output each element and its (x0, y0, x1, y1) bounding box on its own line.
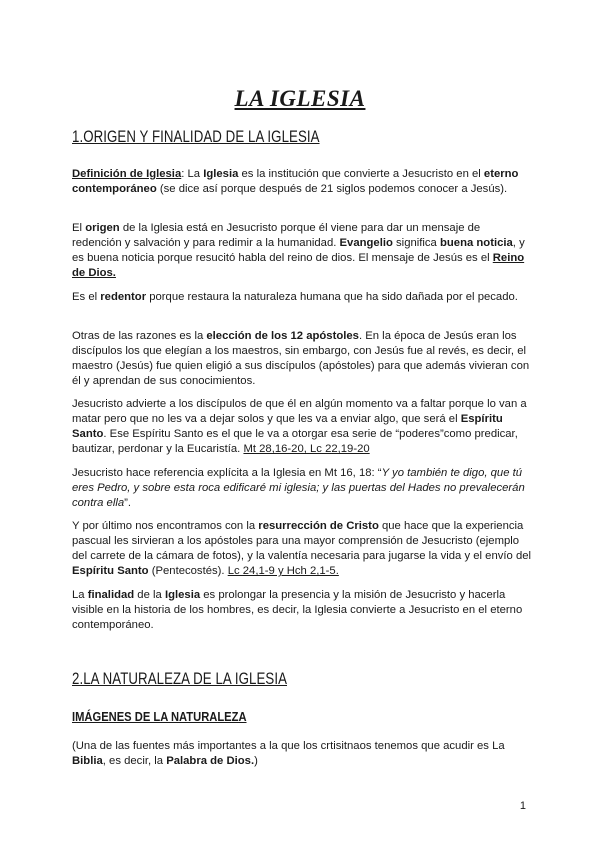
section-heading-naturaleza: 2.LA NATURALEZA DE LA IGLESIA (72, 669, 288, 688)
quote: Y yo también te digo, que tú eres Pedro, y sobre esta roca edificaré mi iglesia; y las puertas del Hades no prevalecerán contra ella (72, 467, 525, 509)
section-heading-origen: 1.ORIGEN Y FINALIDAD DE LA IGLESIA (72, 127, 320, 146)
paragraph-redentor: Es el redentor porque restaura la naturaleza humana que ha sido dañada por el pecado. (72, 291, 518, 303)
page-number: 1 (519, 800, 526, 812)
paragraph-espiritu-santo: Jesucristo advierte a los discípulos de que él en algún momento va a faltar porque lo van a matar pero que no les va a dejar solos y que les va a enviar algo, que será el Espíritu Santo. Ese Espíritu Santo es el que le va a otorgar esa serie de “poderes”como predicar, bautizar, perdonar y la Eucaristía. Mt 28,16-20, Lc 22,19-20 (72, 398, 527, 455)
paragraph-mt-16-18: Jesucristo hace referencia explícita a la Iglesia en Mt 16, 18: “Y yo también te digo, que tú eres Pedro, y sobre esta roca edificaré mi iglesia; y las puertas del Hades no prevalecerán contra ella”. (72, 467, 525, 509)
subheading-imagenes: IMÁGENES DE LA NATURALEZA (72, 709, 247, 724)
paragraph-apostoles: Otras de las razones es la elección de los 12 apóstoles. En la época de Jesús eran los discípulos los que elegían a los maestros, sin embargo, con Jesús fue al revés, es decir, el maestro (Jesús) fue quien eligió a sus discípulos (apóstoles) para que además vivieran con él y aprendan de sus conocimientos. (72, 330, 530, 387)
paragraph-resurreccion: Y por último nos encontramos con la resurrección de Cristo que hace que la experiencia pascual les sirvieran a los apóstoles para una mayor comprensión de Jesucristo (ejemplo del carrete de la cámara de fotos), y la valentía necesaria para jugarse la vida y el envío del Espíritu Santo (Pentecostés). Lc 24,1-9 y Hch 2,1-5. (72, 520, 532, 577)
bible-reference: Mt 28,16-20, Lc 22,19-20 (243, 443, 370, 455)
paragraph-origen: El origen de la Iglesia está en Jesucristo porque él viene para dar un mensaje de redención y salvación y para redimir a la humanidad. Evangelio significa buena noticia, y es buena noticia porque resucitó habla del reino de dios. El mensaje de Jesús es el Reino de Dios. (72, 222, 525, 279)
paragraph-definicion: Definición de Iglesia: La Iglesia es la institución que convierte a Jesucristo en el eterno contemporáneo (se dice así porque después de 21 siglos podemos conocer a Jesús). (72, 168, 519, 195)
term-definicion: Definición de Iglesia (72, 168, 182, 180)
page-title: LA IGLESIA (234, 86, 366, 111)
paragraph-finalidad: La finalidad de la Iglesia es prolongar la presencia y la misión de Jesucristo y hacerla visible en la historia de los hombres, es decir, la Iglesia convierte a Jesucristo en el eterno contemporáneo. (72, 589, 523, 631)
paragraph-biblia: (Una de las fuentes más importantes a la que los crtisitnaos tenemos que acudir es La Biblia, es decir, la Palabra de Dios.) (72, 740, 505, 767)
bible-reference: Lc 24,1-9 y Hch 2,1-5. (227, 565, 339, 577)
term-reino-de-dios: Reino de Dios. (72, 252, 525, 279)
